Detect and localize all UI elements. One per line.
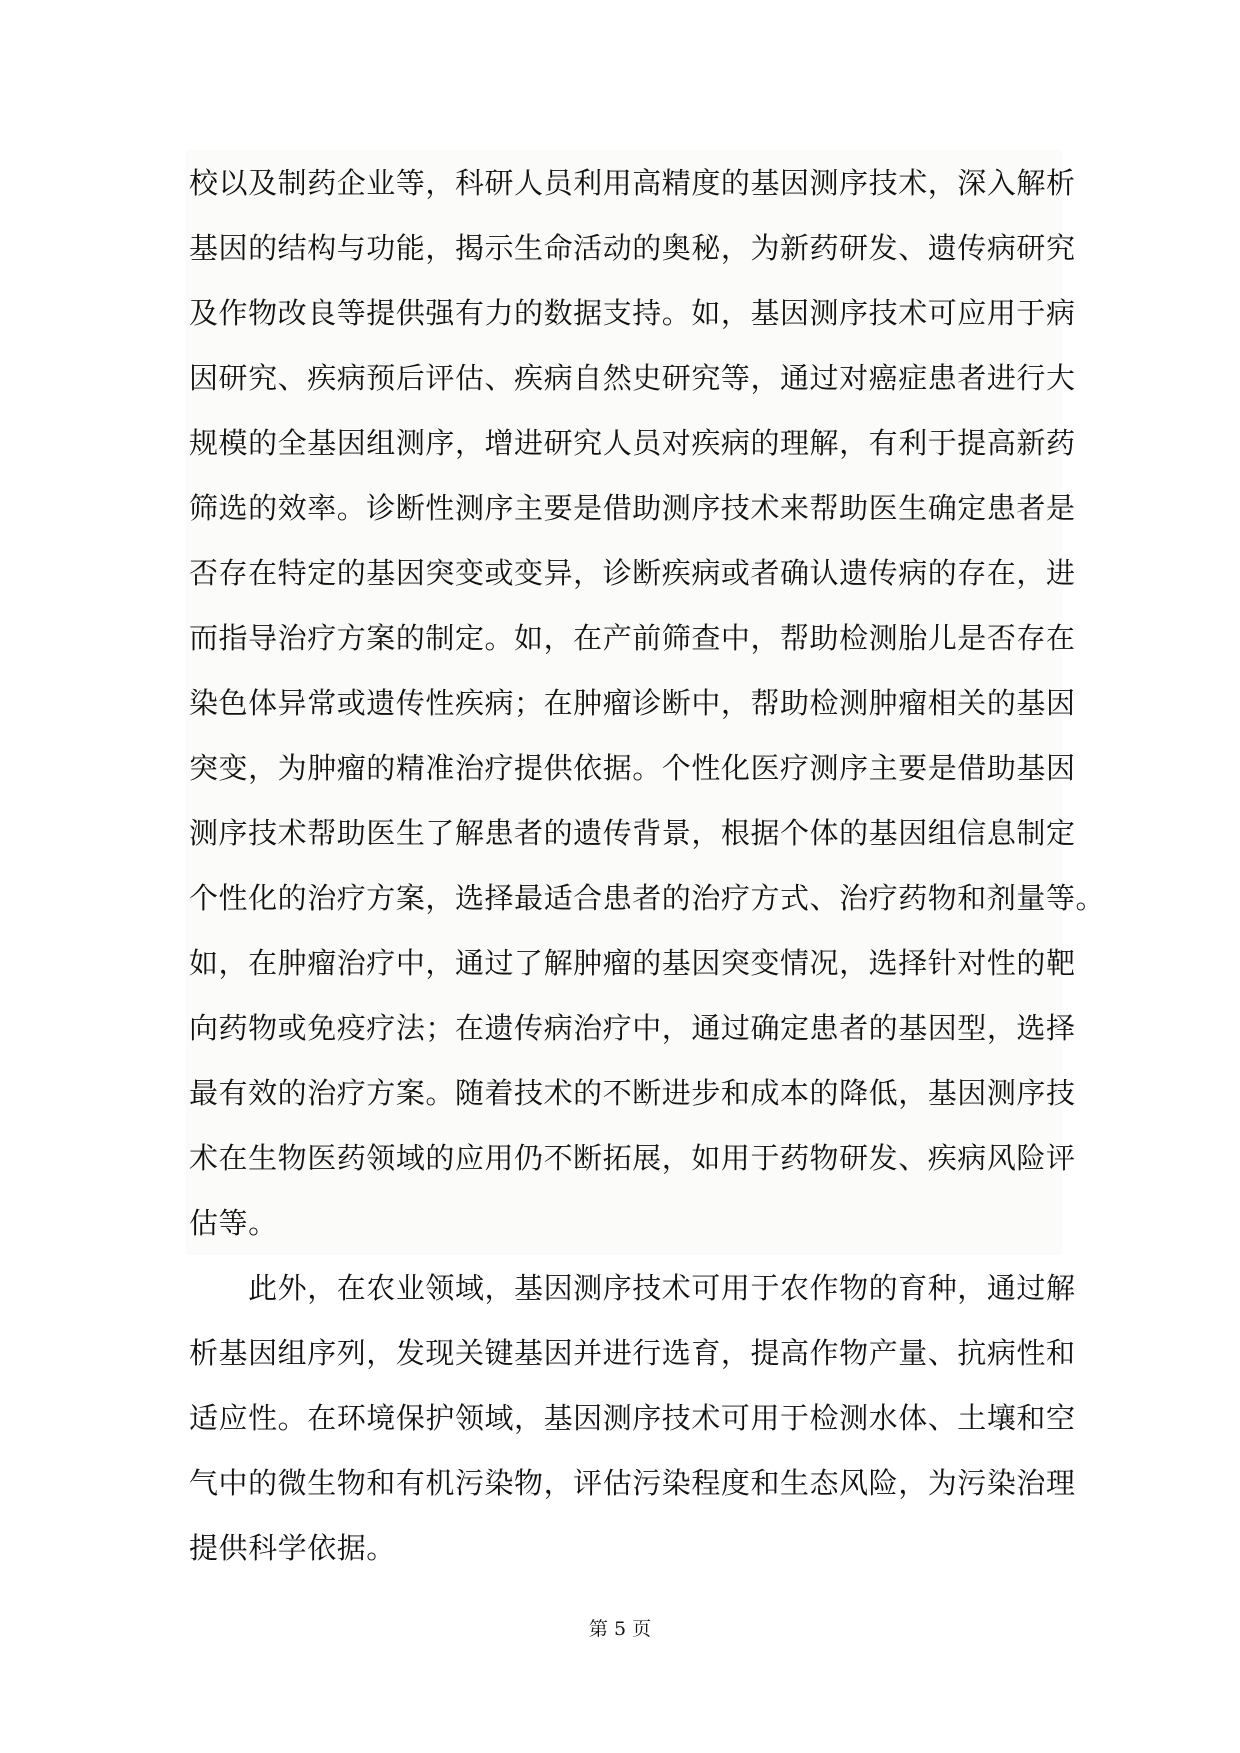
text-line: 突变，为肿瘤的精准治疗提供依据。个性化医疗测序主要是借助基因 — [189, 751, 1076, 785]
text-line: 析基因组序列，发现关键基因并进行选育，提高作物产量、抗病性和 — [189, 1336, 1076, 1370]
text-line: 最有效的治疗方案。随着技术的不断进步和成本的降低，基因测序技 — [189, 1076, 1076, 1110]
text-line: 向药物或免疫疗法；在遗传病治疗中，通过确定患者的基因型，选择 — [189, 1011, 1076, 1045]
text-line: 基因的结构与功能，揭示生命活动的奥秘，为新药研发、遗传病研究 — [189, 231, 1076, 265]
text-line: 校以及制药企业等，科研人员利用高精度的基因测序技术，深入解析 — [189, 166, 1076, 200]
text-line: 如，在肿瘤治疗中，通过了解肿瘤的基因突变情况，选择针对性的靶 — [189, 946, 1076, 980]
text-line: 术在生物医药领域的应用仍不断拓展，如用于药物研发、疾病风险评 — [189, 1141, 1076, 1175]
text-line: 而指导治疗方案的制定。如，在产前筛查中，帮助检测胎儿是否存在 — [189, 621, 1076, 655]
text-line: 适应性。在环境保护领域，基因测序技术可用于检测水体、土壤和空 — [189, 1401, 1076, 1435]
text-line: 及作物改良等提供强有力的数据支持。如，基因测序技术可应用于病 — [189, 296, 1076, 330]
text-line: 提供科学依据。 — [189, 1531, 396, 1565]
text-line: 此外，在农业领域，基因测序技术可用于农作物的育种，通过解 — [189, 1271, 1076, 1305]
text-line: 测序技术帮助医生了解患者的遗传背景，根据个体的基因组信息制定 — [189, 816, 1076, 850]
page-number: 第 5 页 — [588, 1618, 652, 1640]
text-line: 气中的微生物和有机污染物，评估污染程度和生态风险，为污染治理 — [189, 1466, 1076, 1500]
text-line: 染色体异常或遗传性疾病；在肿瘤诊断中，帮助检测肿瘤相关的基因 — [189, 686, 1076, 720]
text-line: 筛选的效率。诊断性测序主要是借助测序技术来帮助医生确定患者是 — [189, 491, 1076, 525]
text-line: 否存在特定的基因突变或变异，诊断疾病或者确认遗传病的存在，进 — [189, 556, 1076, 590]
text-line: 因研究、疾病预后评估、疾病自然史研究等，通过对癌症患者进行大 — [189, 361, 1076, 395]
text-line: 个性化的治疗方案，选择最适合患者的治疗方式、治疗药物和剂量等。 — [189, 881, 1106, 915]
text-line: 估等。 — [189, 1206, 278, 1240]
text-line: 规模的全基因组测序，增进研究人员对疾病的理解，有利于提高新药 — [189, 426, 1076, 460]
body-text — [189, 151, 1106, 1581]
